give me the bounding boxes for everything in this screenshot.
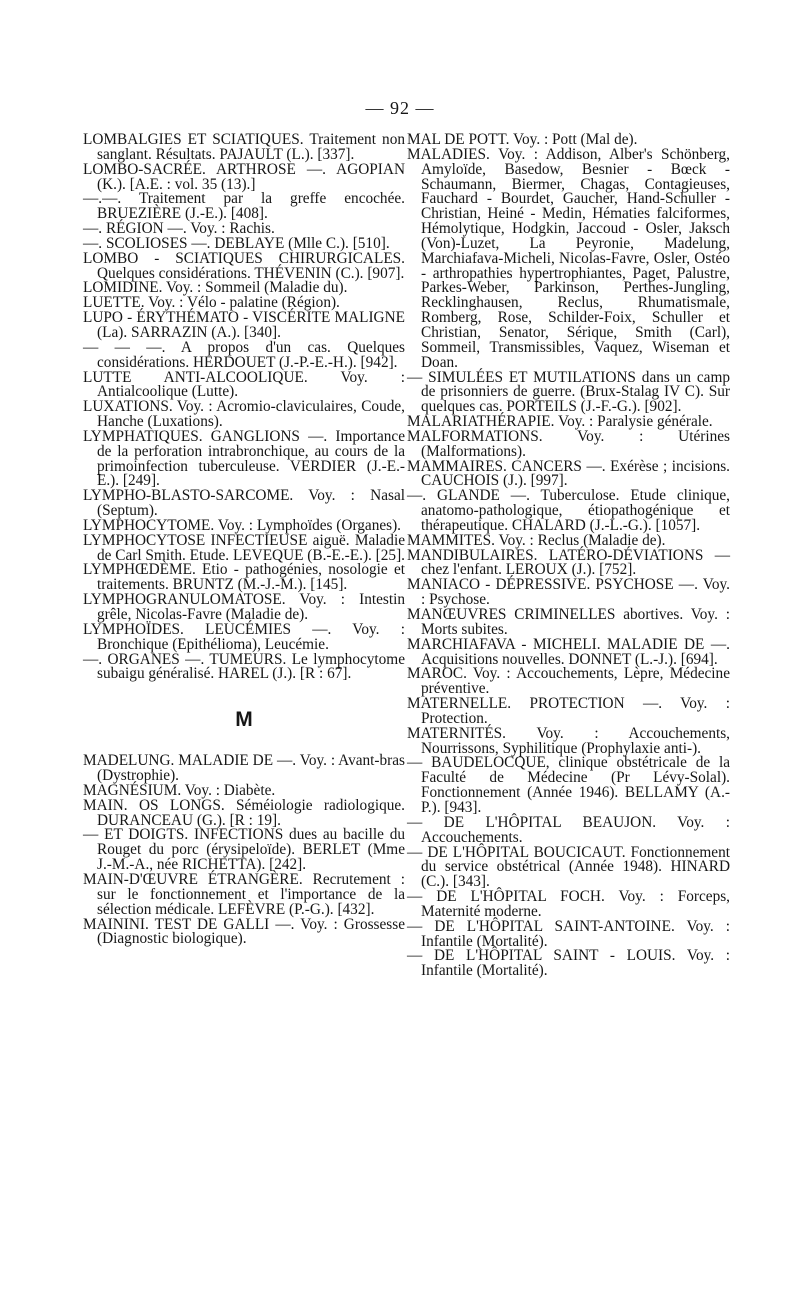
index-entry: MAL DE POTT. Voy. : Pott (Mal de). xyxy=(407,131,638,148)
index-entry: — ET DOIGTS. INFECTIONS dues au bacille du Rouget du porc (érysipeloïde). BERLET (Mme J.-M.-A., née RICHETTA). [242]. xyxy=(83,826,405,874)
index-entry: — DE L'HÔPITAL SAINT-ANTOINE. Voy. : Infantile (Mortalité). xyxy=(407,917,730,950)
index-entry: LOMBO-SACRÉE. ARTHROSE —. AGOPIAN (K.). [A.E. : vol. 35 (13).] xyxy=(83,160,405,193)
letter-heading: M xyxy=(235,708,253,732)
index-entry: MAROC. Voy. : Accouchements, Lèpre, Médecine préventive. xyxy=(407,665,730,698)
index-entry: MANIACO - DÉPRESSIVE. PSYCHOSE —. Voy. : Psychose. xyxy=(407,576,730,609)
index-entry: —.—. Traitement par la greffe encochée. BRUEZIÈRE (J.-E.). [408]. xyxy=(83,190,405,223)
index-entry: MAININI. TEST DE GALLI —. Voy. : Grossesse (Diagnostic biologique). xyxy=(83,915,405,948)
index-entry: LUPO - ÉRYTHÉMATO - VISCÉRITE MALIGNE (La). SARRAZIN (A.). [340]. xyxy=(83,309,405,341)
index-entry: MAMMAIRES. CANCERS —. Exérèse ; incisions. CAUCHOIS (J.). [997]. xyxy=(407,457,730,490)
index-entry: —. ORGANES —. TUMEURS. Le lymphocytome subaigu généralisé. HAREL (J.). [R : 67]. xyxy=(83,650,405,683)
index-entry: MALADIES. Voy. : Addison, Alber's Schönberg, Amyloïde, Basedow, Besnier - Bœck - Schaumann, Biermer, Chagas, Contagieuses, Fauchard - Bourdet, Gaucher, Hand-Schuller - Christian, Heiné - Medin, Hématies falciformes, Hémolytique, Hodgkin, Jaccoud - Osler, Jaksch (Von)-Luzet, La Peyronie, Madelung, Marchiafava-Micheli, Nicolas-Favre, Osler, Ostéo - arthropathies hypertrophiantes, Paget, Palustre, Parkes-Weber, Parkinson, Perthes-Jungling, Recklinghausen, Reclus, Rhumatismale, Romberg, Rose, Schilder-Foix, Schuller et Christian, Senator, Sérique, Smith (Carl), Sommeil, Transmissibles, Vaquez, Wiseman et Doan. xyxy=(407,145,730,371)
index-entry: MARCHIAFAVA - MICHELI. MALADIE DE —. Acquisitions nouvelles. DONNET (L.-J.). [694]. xyxy=(407,635,730,668)
index-entry: MALARIATHÉRAPIE. Voy. : Paralysie générale. xyxy=(407,413,713,431)
index-entry: LOMBO - SCIATIQUES CHIRURGICALES. Quelques considérations. THÉVENIN (C.). [907]. xyxy=(83,249,405,282)
index-entry: — DE L'HÔPITAL BEAUJON. Voy. : Accouchements. xyxy=(407,813,730,846)
index-entry: —. SCOLIOSES —. DEBLAYE (Mlle C.). [510]. xyxy=(83,234,390,252)
index-entry: MATERNITÉS. Voy. : Accouchements, Nourrissons, Syphilitique (Prophylaxie anti-). xyxy=(407,724,730,757)
index-entry: — DE L'HÔPITAL SAINT - LOUIS. Voy. : Infantile (Mortalité). xyxy=(407,947,730,980)
index-entry: LYMPHŒDÈME. Etio - pathogénies, nosologie et traitements. BRUNTZ (M.-J.-M.). [145]. xyxy=(83,561,405,594)
index-entry: MANŒUVRES CRIMINELLES abortives. Voy. : Morts subites. xyxy=(407,606,730,638)
index-entry: MALFORMATIONS. Voy. : Utérines (Malformations). xyxy=(407,427,730,460)
index-entry: LUETTE. Voy. : Vélo - palatine (Région). xyxy=(83,294,340,312)
index-entry: LYMPHO-BLASTO-SARCOME. Voy. : Nasal (Septum). xyxy=(83,487,405,520)
page-number: — 92 — xyxy=(365,98,435,118)
index-entry: LUTTE ANTI-ALCOOLIQUE. Voy. : Antialcoolique (Lutte). xyxy=(83,368,405,401)
index-entry: — — —. A propos d'un cas. Quelques considérations. HERDOUET (J.-P.-E.-H.). [942]. xyxy=(83,338,405,371)
index-entry: LYMPHOCYTOSE INFECTIEUSE aiguë. Maladie de Carl Smith. Etude. LEVEQUE (B.-E.-E.). [25]. xyxy=(83,531,405,564)
index-entry: — BAUDELOCQUE, clinique obstétricale de la Faculté de Médecine (Pr Lévy-Solal). Fonctionnement (Année 1946). BELLAMY (A.-P.). [943]. xyxy=(407,754,730,816)
index-entry: MATERNELLE. PROTECTION —. Voy. : Protection. xyxy=(407,695,730,727)
index-entry: LYMPHATIQUES. GANGLIONS —. Importance de la perforation intrabronchique, au cours de la primoinfection tuberculeuse. VERDIER (J.-E.-E.). [249]. xyxy=(83,427,405,490)
right-column xyxy=(407,133,730,979)
index-entry: LYMPHOGRANULOMATOSE. Voy. : Intestin grêle, Nicolas-Favre (Maladie de). xyxy=(83,591,405,623)
index-entry: MAGNÉSIUM. Voy. : Diabète. xyxy=(83,781,276,799)
index-entry: MAIN. OS LONGS. Séméiologie radiologique. DURANCEAU (G.). [R : 19]. xyxy=(83,796,405,829)
index-entry: LUXATIONS. Voy. : Acromio-claviculaires, Coude, Hanche (Luxations). xyxy=(83,398,405,431)
index-entry: LYMPHOCYTOME. Voy. : Lymphoïdes (Organes). xyxy=(83,516,402,534)
index-entry: LOMIDINE. Voy. : Sommeil (Maladie du). xyxy=(83,279,348,297)
index-entry: — DE L'HÔPITAL BOUCICAUT. Fonctionnement du service obstétrical (Année 1948). HINARD (C.). [343]. xyxy=(407,843,730,891)
index-entry: LYMPHOÏDES. LEUCÉMIES —. Voy. : Bronchique (Epithélioma), Leucémie. xyxy=(83,620,405,653)
index-entry: —. RÉGION —. Voy. : Rachis. xyxy=(83,220,275,238)
index-entry: MAIN-D'ŒUVRE ÉTRANGÈRE. Recrutement : sur le fonctionnement et l'importance de la sélection médicale. LEFÈVRE (P.-G.). [432]. xyxy=(83,870,405,918)
index-entry: — SIMULÉES ET MUTILATIONS dans un camp de prisonniers de guerre. (Brux-Stalag IV C). Sur quelques cas. PORTEILS (J.-F.-G.). [902]. xyxy=(407,368,730,416)
left-column xyxy=(83,133,405,947)
index-entry: —. GLANDE —. Tuberculose. Etude clinique, anatomo-pathologique, étiopathogénique et thérapeutique. CHALARD (J.-L.-G.). [1057]. xyxy=(407,487,730,534)
index-entry: MANDIBULAIRES. LATÉRO-DÉVIATIONS — chez l'enfant. LEROUX (J.). [752]. xyxy=(407,546,730,579)
index-entry: MADELUNG. MALADIE DE —. Voy. : Avant-bras (Dystrophie). xyxy=(83,752,405,785)
index-entry: LOMBALGIES ET SCIATIQUES. Traitement non sanglant. Résultats. PAJAULT (L.). [337]. xyxy=(83,131,405,163)
index-entry: — DE L'HÔPITAL FOCH. Voy. : Forceps, Maternité moderne. xyxy=(407,888,730,920)
index-entry: MAMMITES. Voy. : Reclus (Maladie de). xyxy=(407,531,666,549)
